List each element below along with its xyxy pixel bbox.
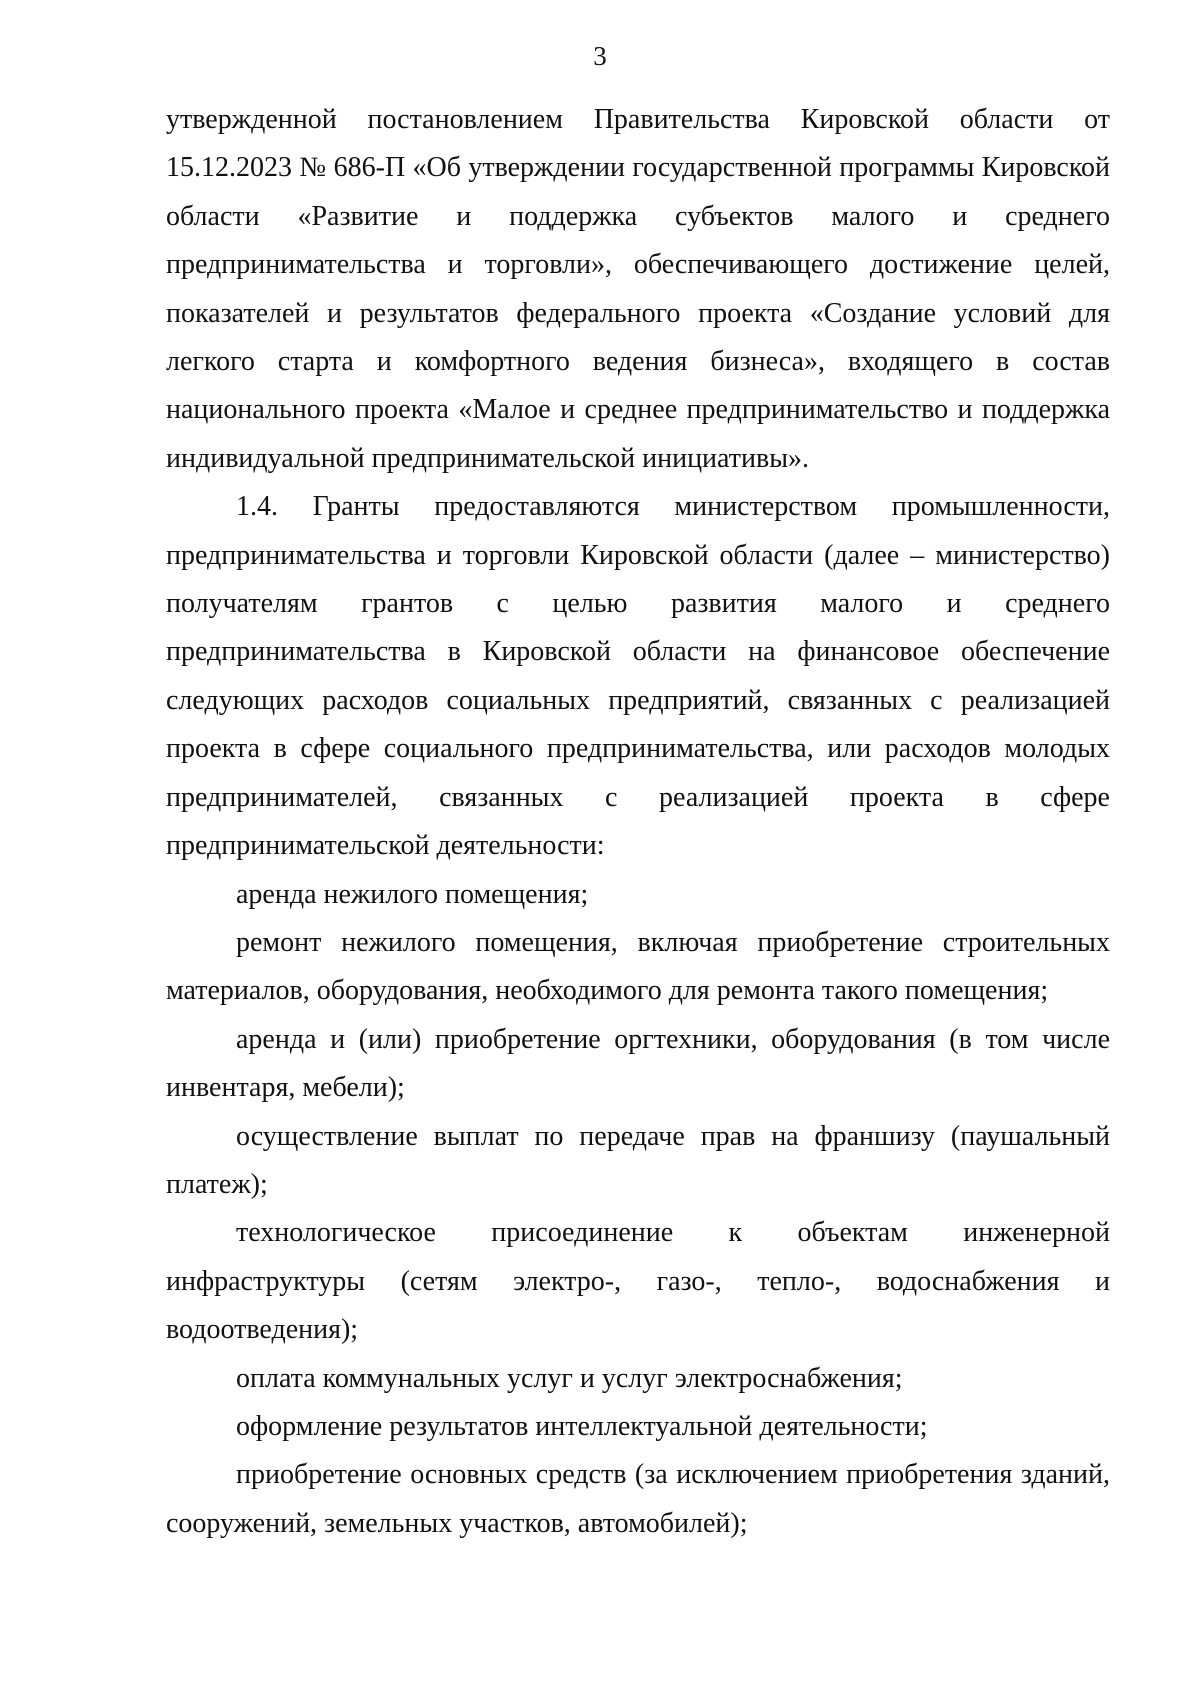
page-number: 3 bbox=[593, 41, 607, 71]
document-body bbox=[166, 96, 1110, 1548]
list-item-office-equipment: аренда и (или) приобретение оргтехники, оборудования (в том числе инвентаря, мебели); bbox=[166, 1023, 1110, 1104]
paragraph-section-1-4: 1.4. Гранты предоставляются министерством промышленности, предпринимательства и торговли Кировской области (далее – министерство) получателям грантов с целью развития малого и среднего предпринимательства в Кировской области на финансовое обеспечение следующих расходов социальных предприятий, связанных с реализацией проекта в сфере социального предпринимательства, или расходов молодых предпринимателей, связанных с реализацией проекта в сфере предпринимательской деятельности: bbox=[166, 491, 1110, 862]
list-item-rent-premises: аренда нежилого помещения; bbox=[236, 878, 589, 910]
list-item-utility-payments: оплата коммунальных услуг и услуг электроснабжения; bbox=[236, 1362, 903, 1394]
list-item-franchise-payments: осуществление выплат по передаче прав на франшизу (паушальный платеж); bbox=[166, 1120, 1110, 1200]
list-item-utility-connection: технологическое присоединение к объектам инженерной инфраструктуры (сетям электро-, газо-, тепло-, водоснабжения и водоотведения); bbox=[166, 1217, 1110, 1346]
list-item-intellectual-property: оформление результатов интеллектуальной деятельности; bbox=[236, 1410, 928, 1442]
paragraph-continuation: утвержденной постановлением Правительства Кировской области от 15.12.2023 № 686-П «Об утверждении государственной программы Кировской области «Развитие и поддержка субъектов малого и среднего предпринимательства и торговли», обеспечивающего достижение целей, показателей и результатов федерального проекта «Создание условий для легкого старта и комфортного ведения бизнеса», входящего в состав национального проекта «Малое и среднее предпринимательство и поддержка индивидуальной предпринимательской инициативы». bbox=[166, 104, 1110, 474]
list-item-fixed-assets: приобретение основных средств (за исключением приобретения зданий, сооружений, земельных участков, автомобилей); bbox=[166, 1459, 1110, 1539]
list-item-repair-premises: ремонт нежилого помещения, включая приобретение строительных материалов, оборудования, необходимого для ремонта такого помещения; bbox=[166, 926, 1110, 1007]
